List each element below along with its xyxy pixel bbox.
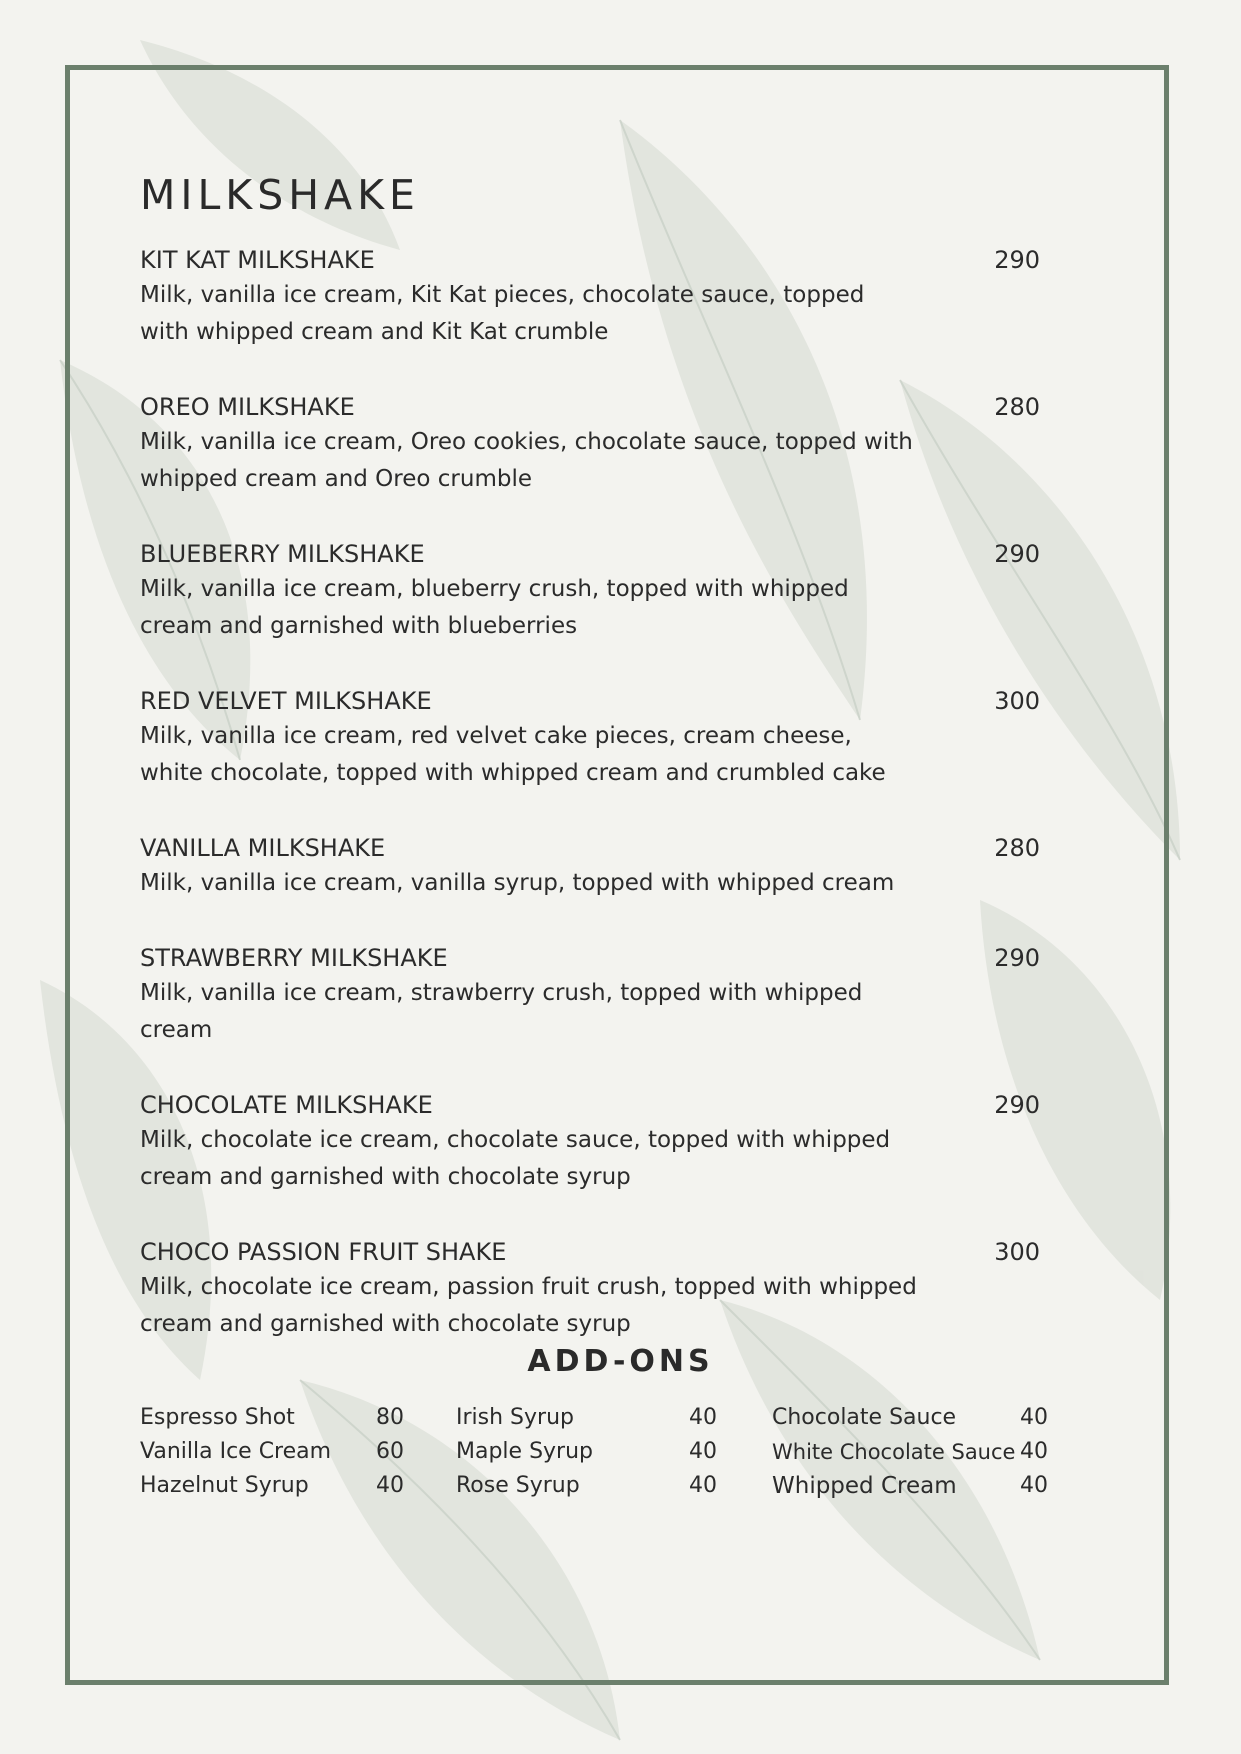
item-name: CHOCOLATE MILKSHAKE	[140, 1091, 433, 1119]
item-name: STRAWBERRY MILKSHAKE	[140, 944, 448, 972]
addon-row	[772, 1469, 1050, 1503]
item-price: 280	[994, 834, 1040, 862]
addon-row	[456, 1469, 716, 1503]
menu-item	[140, 684, 1040, 792]
menu-item	[140, 1235, 1040, 1343]
item-description: Milk, vanilla ice cream, red velvet cake pieces, cream cheese, white chocolate, topped with whipped cream and crumbled cake	[140, 723, 886, 786]
item-description: Milk, chocolate ice cream, passion fruit crush, topped with whipped cream and garnished with chocolate syrup	[140, 1274, 917, 1337]
addon-price: 40	[1020, 1473, 1048, 1498]
addon-price: 40	[376, 1473, 404, 1498]
item-name: RED VELVET MILKSHAKE	[140, 687, 432, 715]
addon-name: White Chocolate Sauce	[772, 1440, 1016, 1464]
menu-item	[140, 243, 1040, 351]
addon-name: Hazelnut Syrup	[140, 1473, 309, 1498]
menu-item	[140, 537, 1040, 645]
item-price: 290	[994, 944, 1040, 972]
item-price: 290	[994, 1091, 1040, 1119]
addon-price: 40	[689, 1473, 717, 1498]
addon-name: Chocolate Sauce	[772, 1405, 957, 1430]
item-price: 290	[994, 540, 1040, 568]
addon-row	[456, 1401, 716, 1435]
menu-item	[140, 390, 1040, 498]
addon-name: Rose Syrup	[456, 1473, 580, 1498]
addons-column	[772, 1401, 1050, 1503]
milkshake-list	[140, 243, 1040, 1382]
menu-item	[140, 831, 1040, 902]
addon-name: Maple Syrup	[456, 1439, 594, 1464]
addon-name: Espresso Shot	[140, 1405, 295, 1430]
addon-name: Vanilla Ice Cream	[140, 1439, 332, 1464]
addon-price: 40	[689, 1439, 717, 1464]
addon-price: 40	[689, 1405, 717, 1430]
addon-row	[140, 1435, 405, 1469]
addon-price: 80	[376, 1405, 404, 1430]
addon-row	[772, 1435, 1050, 1469]
item-price: 280	[994, 393, 1040, 421]
addon-price: 60	[376, 1439, 404, 1464]
item-description: Milk, vanilla ice cream, vanilla syrup, topped with whipped cream	[140, 870, 895, 896]
item-price: 300	[994, 1238, 1040, 1266]
item-name: VANILLA MILKSHAKE	[140, 834, 386, 862]
item-description: Milk, vanilla ice cream, strawberry crush, topped with whipped cream	[140, 980, 863, 1043]
addons-list	[140, 1401, 1050, 1511]
addons-column	[140, 1401, 405, 1503]
addon-name: Irish Syrup	[456, 1405, 574, 1430]
addons-column	[456, 1401, 716, 1503]
addon-row	[772, 1401, 1050, 1435]
item-price: 300	[994, 687, 1040, 715]
item-price: 290	[994, 246, 1040, 274]
menu-item	[140, 941, 1040, 1049]
addon-price: 40	[1020, 1439, 1048, 1464]
item-name: OREO MILKSHAKE	[140, 393, 355, 421]
addon-row	[456, 1435, 716, 1469]
item-name: BLUEBERRY MILKSHAKE	[140, 540, 425, 568]
addon-name: Whipped Cream	[772, 1473, 957, 1499]
addon-row	[140, 1401, 405, 1435]
item-name: CHOCO PASSION FRUIT SHAKE	[140, 1238, 507, 1266]
item-description: Milk, vanilla ice cream, blueberry crush, topped with whipped cream and garnished with blueberries	[140, 576, 849, 639]
section-title: MILKSHAKE	[140, 171, 420, 219]
menu-item	[140, 1088, 1040, 1196]
addon-price: 40	[1020, 1405, 1048, 1430]
item-description: Milk, chocolate ice cream, chocolate sauce, topped with whipped cream and garnished with chocolate syrup	[140, 1127, 891, 1190]
addons-title: ADD-ONS	[527, 1344, 714, 1379]
item-description: Milk, vanilla ice cream, Kit Kat pieces, chocolate sauce, topped with whipped cream and Kit Kat crumble	[140, 282, 865, 345]
item-name: KIT KAT MILKSHAKE	[140, 246, 375, 274]
item-description: Milk, vanilla ice cream, Oreo cookies, chocolate sauce, topped with whipped cream and Oreo crumble	[140, 429, 913, 492]
addon-row	[140, 1469, 405, 1503]
